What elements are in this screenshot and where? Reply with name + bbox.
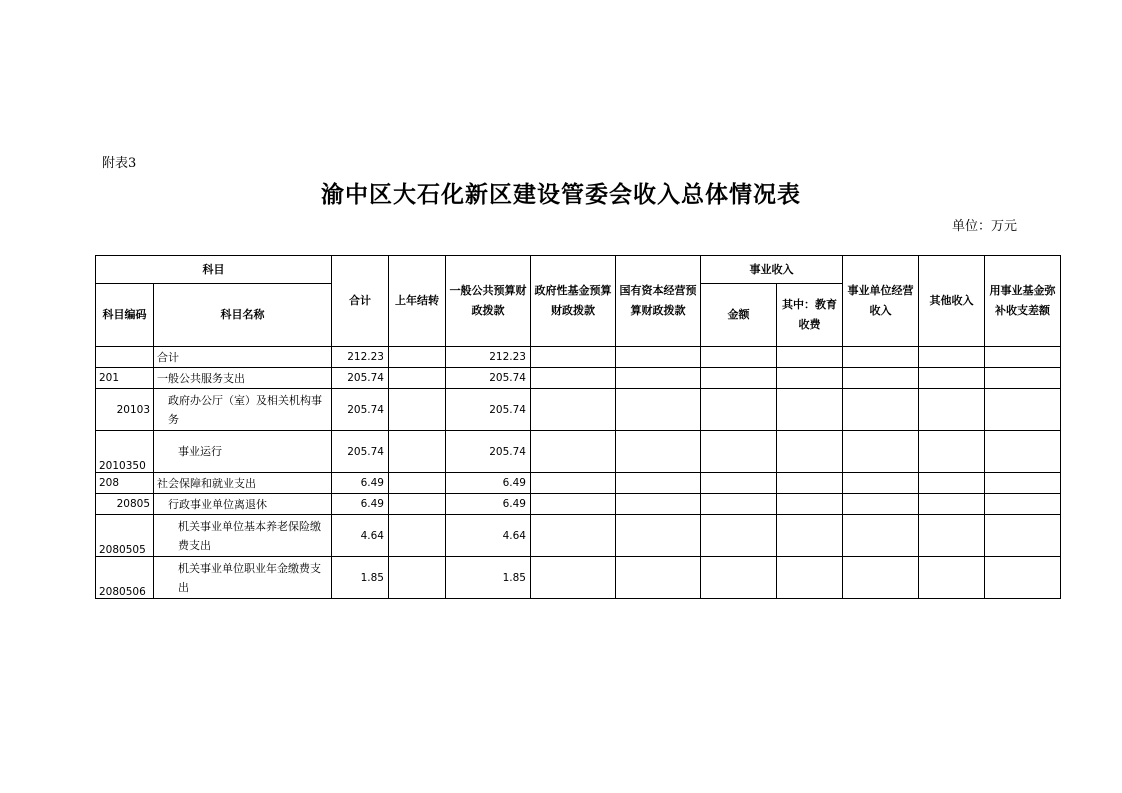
row-name: 政府办公厅（室）及相关机构事务 [154,389,332,431]
row-total: 205.74 [332,368,389,389]
row-name: 一般公共服务支出 [154,368,332,389]
row-code [96,347,154,368]
income-table [95,255,1061,599]
row-prev-year [389,368,446,389]
row-name: 合计 [154,347,332,368]
row-code: 208 [96,473,154,494]
row-total: 205.74 [332,431,389,473]
attachment-label: 附表3 [102,156,137,171]
row-total: 4.64 [332,515,389,557]
header-general-budget: 一般公共预算财政拨款 [446,256,531,347]
row-name: 事业运行 [154,431,332,473]
row-total: 1.85 [332,557,389,599]
header-business-income: 事业收入 [701,256,843,284]
row-code: 201 [96,368,154,389]
table-row [96,557,1061,599]
header-total: 合计 [332,256,389,347]
row-code: 2080506 [96,557,154,599]
header-subject-name: 科目名称 [154,284,332,347]
table-row [96,473,1061,494]
row-general: 205.74 [446,431,531,473]
row-code: 2080505 [96,515,154,557]
header-gov-fund-budget: 政府性基金预算财政拨款 [531,256,616,347]
table-row [96,431,1061,473]
row-prev-year [389,557,446,599]
header-edu-fee: 其中：教育收费 [777,284,843,347]
row-total: 212.23 [332,347,389,368]
table-row [96,368,1061,389]
unit-label: 单位：万元 [952,219,1018,234]
row-prev-year [389,473,446,494]
row-general: 1.85 [446,557,531,599]
row-code: 2010350 [96,431,154,473]
row-prev-year [389,494,446,515]
row-name: 行政事业单位离退休 [154,494,332,515]
table-row [96,494,1061,515]
row-name: 机关事业单位职业年金缴费支出 [154,557,332,599]
row-code: 20103 [96,389,154,431]
row-general: 6.49 [446,473,531,494]
row-general: 6.49 [446,494,531,515]
row-code: 20805 [96,494,154,515]
row-name: 社会保障和就业支出 [154,473,332,494]
table-row [96,515,1061,557]
table-row [96,389,1061,431]
row-prev-year [389,515,446,557]
page-title: 渝中区大石化新区建设管委会收入总体情况表 [321,181,801,208]
row-total: 205.74 [332,389,389,431]
row-prev-year [389,347,446,368]
header-subject: 科目 [96,256,332,284]
row-prev-year [389,431,446,473]
header-state-capital-budget: 国有资本经营预算财政拨款 [616,256,701,347]
header-fund-balance-supplement: 用事业基金弥补收支差额 [985,256,1061,347]
header-unit-operating-income: 事业单位经营收入 [843,256,919,347]
header-other-income: 其他收入 [919,256,985,347]
row-name: 机关事业单位基本养老保险缴费支出 [154,515,332,557]
row-general: 212.23 [446,347,531,368]
row-general: 4.64 [446,515,531,557]
row-general: 205.74 [446,389,531,431]
row-total: 6.49 [332,494,389,515]
header-prev-year-carryover: 上年结转 [389,256,446,347]
table-row [96,347,1061,368]
row-prev-year [389,389,446,431]
header-subject-code: 科目编码 [96,284,154,347]
header-amount: 金额 [701,284,777,347]
row-general: 205.74 [446,368,531,389]
row-total: 6.49 [332,473,389,494]
